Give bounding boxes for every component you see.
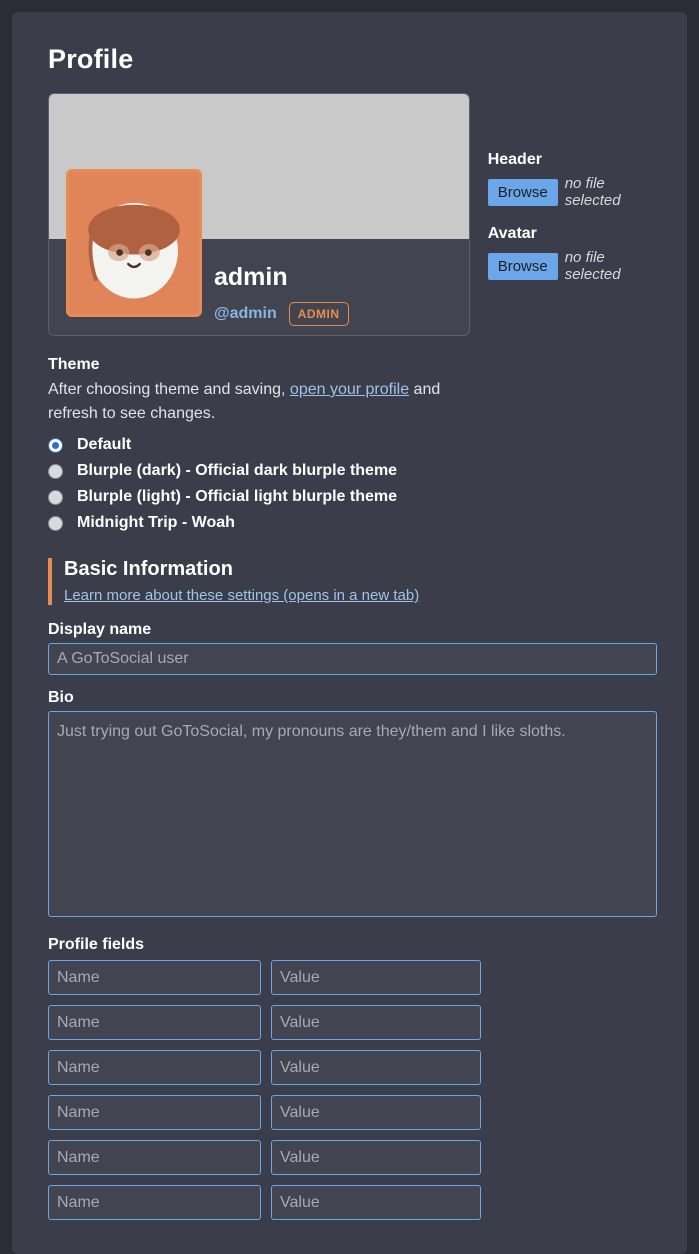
profile-field-name-input[interactable]	[48, 960, 261, 995]
basic-information-title: Basic Information	[64, 558, 233, 580]
profile-card-body	[49, 239, 469, 335]
open-your-profile-link[interactable]: open your profile	[289, 381, 410, 398]
header-upload-label: Header	[487, 151, 542, 168]
profile-fields-grid	[48, 960, 663, 1220]
profile-field-name-input[interactable]	[48, 1050, 261, 1085]
profile-field-row	[48, 1185, 663, 1220]
profile-field-name-input[interactable]	[48, 1140, 261, 1175]
profile-field-value-input[interactable]	[271, 1005, 481, 1040]
profile-field-name-input[interactable]	[48, 1005, 261, 1040]
profile-preview-card	[48, 93, 470, 336]
profile-field-value-input[interactable]	[271, 1140, 481, 1175]
avatar-upload-row	[488, 249, 663, 283]
status-badge: ADMIN	[289, 302, 349, 326]
theme-option-label: Blurple (light) - Official light blurple theme	[77, 488, 397, 505]
basic-information-header	[48, 558, 663, 605]
display-name-label: Display name	[48, 621, 152, 638]
bio-textarea[interactable]	[48, 711, 657, 917]
page-title: Profile	[48, 44, 134, 74]
profile-field-value-input[interactable]	[271, 1095, 481, 1130]
profile-field-name-input[interactable]	[48, 1095, 261, 1130]
profile-field-row	[48, 1095, 663, 1130]
profile-field-row	[48, 960, 663, 995]
theme-option-label: Default	[77, 436, 132, 453]
profile-panel	[12, 12, 687, 1254]
theme-desc-after: and refresh to see changes.	[48, 381, 441, 422]
theme-radio-group	[48, 436, 663, 532]
profile-field-row	[48, 1140, 663, 1175]
profile-field-name-input[interactable]	[48, 1185, 261, 1220]
theme-option-blurple-light[interactable]	[48, 488, 663, 506]
profile-field-row	[48, 1005, 663, 1040]
bio-label: Bio	[48, 689, 74, 706]
radio-icon[interactable]	[48, 516, 63, 531]
avatar	[66, 169, 202, 317]
theme-option-blurple-dark[interactable]	[48, 462, 663, 480]
theme-option-label: Blurple (dark) - Official dark blurple theme	[77, 462, 398, 479]
profile-preview-row	[48, 93, 663, 336]
theme-option-default[interactable]	[48, 436, 663, 454]
radio-icon[interactable]	[48, 490, 63, 505]
preview-handle-row	[214, 302, 469, 326]
preview-handle: @admin	[214, 305, 277, 322]
header-browse-button[interactable]: Browse	[488, 179, 558, 206]
theme-option-midnight-trip[interactable]	[48, 514, 663, 532]
learn-more-link[interactable]: Learn more about these settings (opens in a new tab)	[64, 587, 420, 604]
theme-option-label: Midnight Trip - Woah	[77, 514, 235, 531]
avatar-file-status: no file selected	[564, 249, 621, 283]
preview-display-name: admin	[214, 263, 288, 291]
profile-field-value-input[interactable]	[271, 960, 481, 995]
profile-field-value-input[interactable]	[271, 1050, 481, 1085]
radio-icon[interactable]	[48, 464, 63, 479]
profile-field-value-input[interactable]	[271, 1185, 481, 1220]
avatar-upload-label: Avatar	[487, 225, 537, 242]
avatar-browse-button[interactable]: Browse	[488, 253, 558, 280]
header-file-status: no file selected	[564, 175, 621, 209]
radio-icon[interactable]	[48, 438, 63, 453]
profile-field-row	[48, 1050, 663, 1085]
theme-description	[48, 378, 478, 426]
header-upload-row	[488, 175, 663, 209]
display-name-input[interactable]	[48, 643, 657, 675]
theme-desc-before: After choosing theme and saving,	[48, 381, 290, 398]
theme-label: Theme	[48, 356, 100, 373]
file-upload-group	[488, 93, 663, 299]
profile-fields-label: Profile fields	[48, 936, 145, 953]
